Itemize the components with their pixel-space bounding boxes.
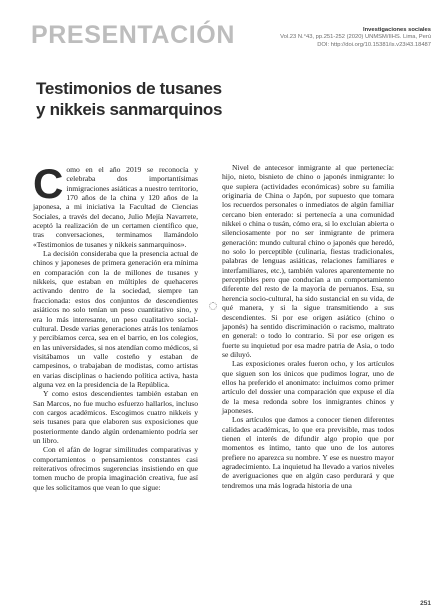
volume-line: Vol.23 N.°43, pp.251-252 (2020) UNMSM/IIHS. Lima, Perú (280, 34, 431, 41)
paragraph: Nivel de antecesor inmigrante al que pertenecía: hijo, nieto, bisnieto de chino o japonés inmigrante: lo que supiera (actividades económicas) sobre su familia originaria de China o Japón, por supuesto que tomara los recuerdos personales o inmediatos de algún familiar cercano bien enterado: si pertenecía a una comunidad nikkei o china o tusán, cómo era, si lo excluían abierta o silenciosamente por no ser inmigrante de primera generación: mundo cultural chino o japonés que heredó, no solo lo perceptible (culinaria, fiestas tradicionales, palabras de lenguas asiáticas, relaciones familiares e interfamiliares, etc.), también valores aparentemente no perceptibles pero que conducían a un comportamiento diferente del resto de la mayoría de peruanos. Esa, su herencia socio-cultural, ha sido sustancial en su vida, de qué manera, y si la sigue transmitiendo a sus descendientes. Si por ese origen asiático (chino o japonés) ha sentido discriminación o racismo, maltrato en general: o todo lo contrario. Si por ese origen es fuerte su inquietud por esa madre patria de Asia, o todo se diluyó. (222, 163, 394, 359)
title-line-1: Testimonios de tusanes (36, 79, 222, 98)
section-heading: PRESENTACIÓN (31, 21, 235, 49)
left-column (33, 160, 198, 492)
paragraph (33, 160, 198, 249)
paragraph: Las exposiciones orales fueron ocho, y los artículos que siguen son los únicos que pudimos lograr, uno de ellos ha preferido el anonimato: incluimos como primer artículo del dossier una comparación que expuse el día de la mesa redonda sobre los inmigrantes chinos y japoneses. (222, 359, 394, 415)
page-number: 251 (420, 600, 431, 607)
paragraph: Y como estos descendientes también estaban en San Marcos, no fue mucho esfuerzo hallarlos, incluso con cargos académicos. Escogimos cuatro nikkeis y seis tusanes para que elaboren sus exposiciones que posteriormente dando algún ordenamiento podría ser un libro. (33, 389, 198, 445)
journal-name: Investigaciones sociales (363, 27, 431, 33)
paragraph-text: omo en el año 2019 se reconocía y celebraba dos importantísimas inmigraciones asiáticas a nuestro territorio, 170 años de la china y 120 años de la japonesa, a mi iniciativa la Facultad de Ciencias Sociales, a través del decano, Julio Mejía Navarrete, aceptó la realización de un certamen científico que, tras conversaciones, terminamos llamándolo «Testimonios de tusanes y nikkeis sanmarquinos». (33, 165, 198, 249)
paragraph: Los artículos que damos a conocer tienen diferentes calidades académicas, lo que era previsible, mas todos tienen el interés de difundir algo propio que por momentos es íntimo, tanto que uno de los autores prefiere no aparezca su nombre. Y ese es nuestro mayor agradecimiento. La inquietud ha llevado a varios niveles de averiguaciones que en algún caso perdurará y que tendremos una más lograda historia de una (222, 415, 394, 490)
doi-line[interactable]: DOI: http://doi.org/10.15381/is.v23i43.18487 (317, 41, 431, 48)
paragraph: La decisión consideraba que la presencia actual de chinos y japoneses de primera generación era mínima en comparación con la de millones de tusanes y nikkeis, que estaban en múltiples de quehaceres activando dentro de la sociedad, siempre tan fraccionada: estos dos conjuntos de descendientes asiáticos no solo tenían un peso cuantitativo sino, y era lo más interesante, un peso cualitativo social-cultural. Desde varias generaciones atrás los teníamos y percibíamos cerca, sea en el barrio, en los colegios, en las universidades, si nos atendían como médicos, si visitábamos un valle costeño y estaban de campesinos, o trabajaban de modistas, como artistas en varias disciplinas o haciendo política activa, hasta alguna vez en la presidencia de la República. (33, 249, 198, 389)
journal-info (280, 27, 431, 49)
paragraph: Con el afán de lograr similitudes comparativas y comportamientos o pensamientos constantes casi reiterativos ofrecimos sugerencias insistiendo en que tomen mucho de propia imaginación creativa, fue así que les solicitamos que vean lo que sigue: (33, 445, 198, 492)
drop-cap: C (33, 160, 64, 207)
right-column (222, 163, 394, 490)
article-title (36, 78, 222, 120)
title-line-2: y nikkeis sanmarquinos (36, 100, 223, 119)
loading-spinner-icon (209, 302, 217, 310)
